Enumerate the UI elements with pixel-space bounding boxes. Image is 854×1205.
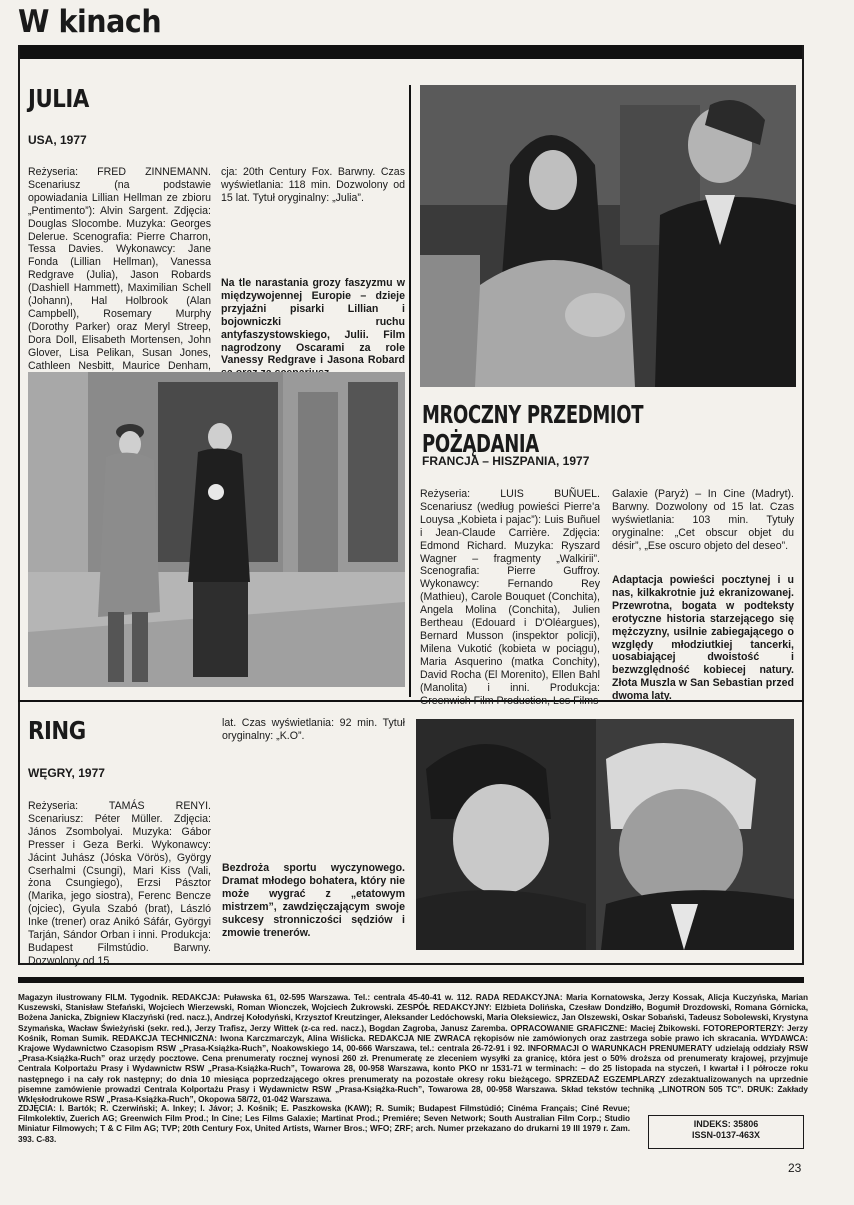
film-country-julia: USA, 1977 bbox=[28, 133, 87, 147]
index-box bbox=[648, 1115, 804, 1149]
film-title-mroczny: MROCZNY PRZEDMIOT POŻĄDANIA bbox=[422, 400, 644, 458]
film-credits-julia-col2: cja: 20th Century Fox. Barwny. Czas wyświetlania: 118 min. Dozwolony od 15 lat. Tytuł oryginalny: „Julia”. bbox=[221, 166, 405, 204]
film-credits-mroczny-col1: Reżyseria: LUIS BUÑUEL. Scenariusz (według powieści Pierre'a Louysa „Kobieta i pajac”): Luis Buñuel i Jean-Claude Carrière. Zdjęcia: Edmond Richard. Muzyka: Ryszard Wagner – fragmenty „Walkirii”. Scenografia: Pierre Guffroy. Wykonawcy: Fernando Rey (Mathieu), Carole Bouquet (Conchita), Angela Molina (Conchita), Julien Bertheau (Edouard i D'Oléargues), Bernard Musson (inspektor policji), Milena Vukotić (kobieta w pociągu), Maria Asquerino (matka Conchity), David Rocha (El Morenito), Ellen Bahl (Manolita) i inni. Produkcja: Greenwich Film Production, Les Films bbox=[420, 488, 600, 707]
film-photo-mroczny bbox=[420, 85, 796, 387]
column-divider bbox=[409, 85, 411, 697]
issn-number: ISSN-0137-463X bbox=[691, 1130, 761, 1140]
film-title-ring: RING bbox=[28, 716, 86, 745]
film-summary-julia: Na tle narastania grozy faszyzmu w międzywojennej Europie – dzieje przyjaźni pisarki Lillian i bojowniczki ruchu antyfaszystowskiego, Julii. Film nagrodzony Oscarami za role Vanessy Redgrave i Jasona Robard bbox=[221, 277, 405, 367]
film-summary-ring: Bezdroża sportu wyczynowego. Dramat młodego bohatera, który nie może wygrać z „etatowym mistrzem”, zawdzięczającym swoje sukcesy stronniczości sędziów i zmowie trenerów. bbox=[222, 862, 405, 939]
film-title-julia: JULIA bbox=[28, 84, 89, 113]
page-number: 23 bbox=[788, 1161, 802, 1175]
film-credits-ring-col1: Reżyseria: TAMÁS RENYI. Scenariusz: Péter Müller. Zdjęcia: János Zsombolyai. Muzyka: Gábor Presser i Geza Berki. Wykonawcy: Jácint Juhász (Jóska Vörös), György Cserhalmi (Csungi), Mari Kiss (Vali, żona Csungiego), Erzsi Pásztor (Marika, jego siostra), Ferenc Bencze (ojciec), Gyula Szabó (brat), László Inke (trener) oraz Anikó Sáfár, Györgyi Tarján, Sándor Orban i inni. Produkcja: Budapest Filmstúdio. Barwny. Dozwolony od 15 bbox=[28, 800, 211, 967]
film-photo-julia bbox=[28, 372, 405, 687]
film-credits-julia-col1: Reżyseria: FRED ZINNEMANN. Scenariusz (na podstawie opowiadania Lillian Hellman ze zbioru „Pentimento”): Alvin Sargent. Zdjęcia: Douglas Slocombe. Muzyka: Georges Delerue. Scenografia: Pierre Charron, Tessa Davies. Wykonawcy: Jane Fonda (Lillian Hellman), Vanessa Redgrave (Julia), Jason Robards (Dashiell Hammett), Maximilian Schell (Johann), Hal Holbrook (Alan Campbell), Rosemary Murphy (Dorothy Parker) oraz Meryl Streep, Dora Doll, Elisabeth Mortensen, John Glover, Lisa Pelikan, Susan Jones, Cathleen Nesbitt, Maurice Denham, bbox=[28, 166, 211, 372]
footer-masthead: Magazyn ilustrowany FILM. Tygodnik. REDAKCJA: Puławska 61, 02-595 Warszawa. Tel.: centrala 45-40-41 w. 112. RADA REDAKCYJNA: Maria Kornatowska, Jerzy Kossak, Alicja Kuczyńska, Marian Kuszewski, Stanisław Stefański, Wojciech Wierzewski, Roman Wionczek, Wojciech Żukrowski. ZESPÓŁ REDAKCYJNY: Elżbieta Dolińska, Czesław Dondziłło, Bogumił Drozdowski, Romana Górnicka, Bożena Janicka, Zbigniew Klaczyński (red. nacz.), Andrzej Kołodyński, Krzysztof Kreutzinger, Aleksander Ledóchowski, Maria Oleksiewicz, Jan Olszewski, Oskar Sobański, Tadeusz Sobolewski, Krystyna Szymańska, Wacław Świeżyński (sekr. red.), Jerzy Trafisz, Jerzy Wittek (z-ca red. nacz.), Bogdan Zagroba, Janusz Zaremba. OPRACOWANIE GRAFICZNE: Maciej Żbikowski. FOTOREPORTERZY: Jerzy Kośnik, Roman Sumik. REDAKCJA TECHNICZNA: Iwona Karczmarczyk, Alina Wiślicka. REDAKCJA NIE ZWRACA rękopisów nie zamówionych oraz zastrzega sobie prawo ich skracania. WYDAWCA: Krajowe Wydawnictwo Czasopism RSW „Prasa-Książka-Ruch”, Noakowskiego 14, 00-666 Warszawa, tel.: centrala 26-72-91 i 92. INFORMACJI O WARUNKACH PRENUMERATY udzielają oddziały RSW „Prasa-Książka-Ruch” oraz urzędy pocztowe. Cena prenumeraty rocznej wynosi 260 zł. Prenumeratę ze zleceniem wysyłki za granicę, która jest o 50% droższa od prenumeraty krajowej, przyjmuje Centrala Kolportażu Prasy i Wydawnictw RSW „Prasa-Książka-Ruch”, Towarowa 28, 00-958 Warszawa, konto PKO nr 1531-71 w terminach: – do 25 listopada na styczeń, I kwartał i I półrocze roku następnego i na cały rok następny; do dnia 10 miesiąca poprzedzającego okres prenumeraty na pozostałe okresy roku bieżącego. SPRZEDAŻ EGZEMPLARZY zdezaktualizowanych na uprzednie pisemne zamówienie prowadzi Centrala Kolportażu Prasy i Wydawnictw RSW „Prasa-Książka-Ruch”, Towarowa 28, 00-958 Warszawa. Skład tekstów techniką „LINOTRON 505 TC”. DRUK: Zakłady Wklęsłodrukowe RSW „Prasa-Książka-Ruch”, Okopowa 58/72, 01-042 Warszawa. bbox=[18, 992, 808, 1105]
index-number: INDEKS: 35806 bbox=[693, 1119, 759, 1129]
film-country-ring: WĘGRY, 1977 bbox=[28, 766, 105, 780]
footer-photo-credits: ZDJĘCIA: I. Bartók; R. Czerwiński; A. Inkey; I. Jávor; J. Kośnik; E. Paszkowska (KAW); R. Sumik; Budapest Filmstúdió; Cinéma Français; Ciné Revue; Filmkolektiv, Zuerich AG; Greenwich Film Prod.; In Cine; Les Films Galaxie; Martinat Prod.; Premiére; Seven Network; South Australian Film Corp.; Studio Miniatur Filmowych; T & C Film AG; TVP; 20th Century Fox, United Artists, Warner Bros.; WFO; ZRF; arch. Numer przekazano do drukarni 19 III 1979 r. Zam. 393. C-83. bbox=[18, 1103, 630, 1144]
footer-rule bbox=[18, 977, 804, 983]
film-credits-mroczny-col2: Galaxie (Paryż) – In Cine (Madryt). Barwny. Dozwolony od 15 lat. Czas wyświetlania: 103 min. Tytuły oryginalne: „Cet obscur objet du désir”, „Ese oscuro objeto del deseo”. bbox=[612, 488, 794, 552]
film-photo-ring bbox=[416, 719, 794, 950]
film-country-mroczny: FRANCJA – HISZPANIA, 1977 bbox=[422, 454, 590, 468]
section-title: W kinach bbox=[18, 4, 162, 40]
film-summary-mroczny: Adaptacja powieści pocztynej i u nas, kilkakrotnie już ekranizowanej. Przewrotna, bogata w podteksty erotyczne historia starzejącego się mężczyzny, usilnie zabiegającego o względy młodziutkiej tancerki, uosabiającej dwoistość i bezwzględność kobiecej natury. Złota Muszla w San Sebastian przed dwoma laty. bbox=[612, 574, 794, 703]
film-credits-ring-col2: lat. Czas wyświetlania: 92 min. Tytuł oryginalny: „K.O”. bbox=[222, 717, 405, 742]
